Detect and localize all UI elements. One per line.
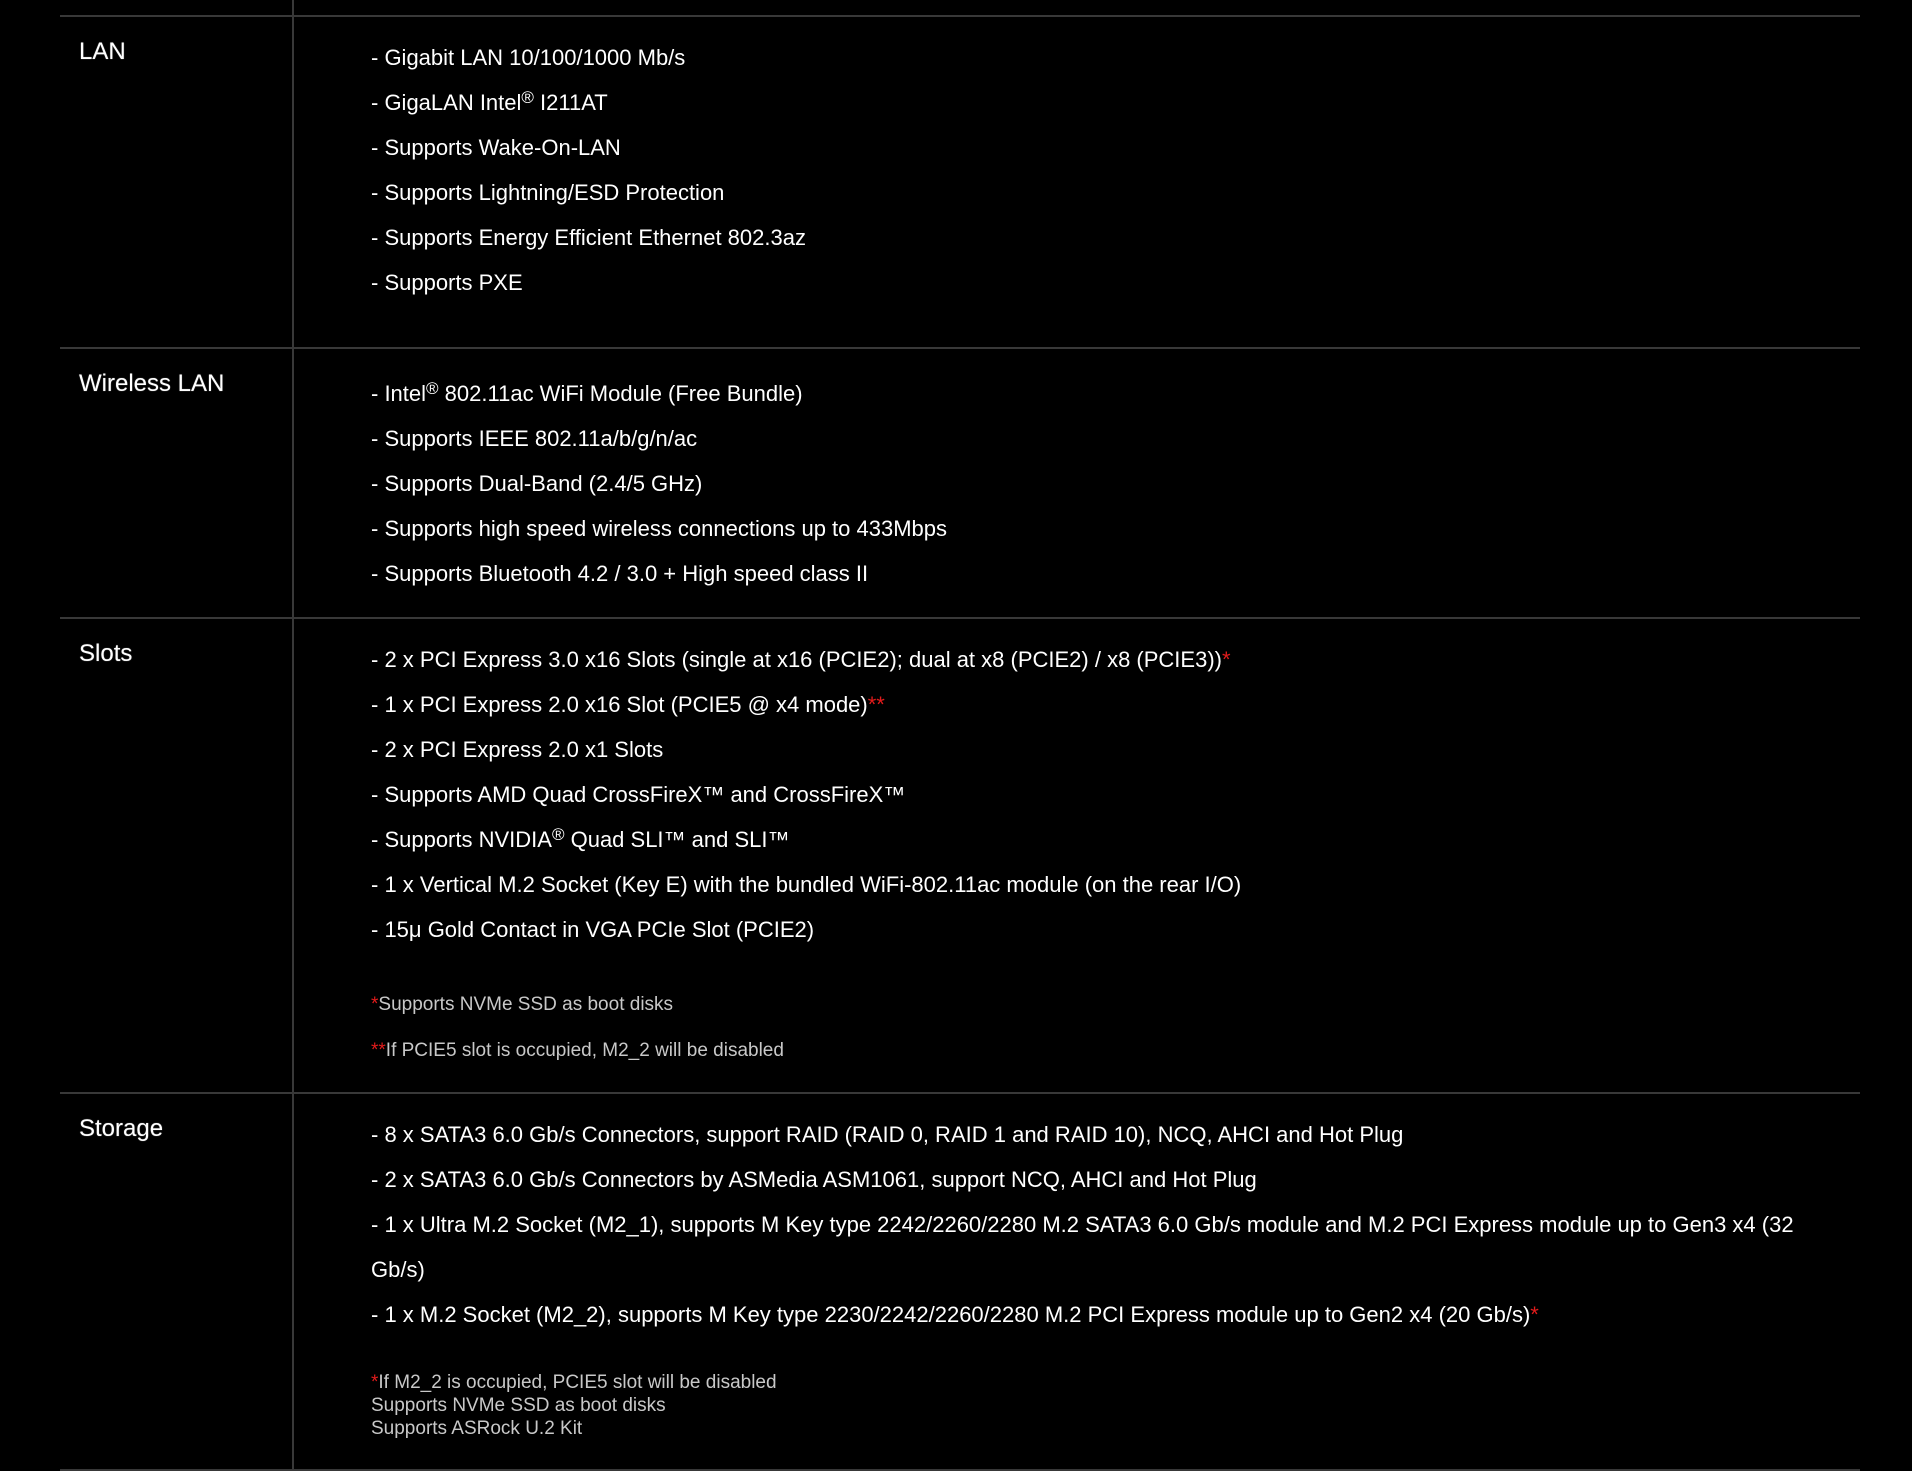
footnote: *Supports NVMe SSD as boot disks (371, 994, 674, 1015)
spec-item: - 2 x PCI Express 3.0 x16 Slots (single at x16 (PCIE2); dual at x8 (PCIE2) / x8 (PCIE3))* (371, 647, 1231, 672)
footnote: **If PCIE5 slot is occupied, M2_2 will be disabled (371, 1040, 784, 1061)
footnote: Supports NVMe SSD as boot disks (371, 1395, 666, 1416)
table-top-divider (60, 0, 1860, 17)
spec-item: - 1 x Ultra M.2 Socket (M2_1), supports M Key type 2242/2260/2280 M.2 SATA3 6.0 Gb/s module and M.2 PCI Express module up to Gen3 x4 (32 Gb/s) (371, 1212, 1794, 1282)
spec-item: - Supports IEEE 802.11a/b/g/n/ac (371, 426, 698, 451)
footnote: Supports ASRock U.2 Kit (371, 1418, 583, 1439)
spec-body-wireless-lan (352, 349, 1860, 617)
footnote-mark: * (1222, 647, 1231, 672)
registered-mark: ® (551, 825, 565, 844)
spec-item: - Supports Wake-On-LAN (371, 135, 621, 160)
footnotes (371, 1371, 1840, 1440)
spec-label-storage: Storage (79, 1115, 164, 1142)
spec-item: - Supports AMD Quad CrossFireX™ and CrossFireX™ (371, 782, 906, 807)
spec-item: - 2 x PCI Express 2.0 x1 Slots (371, 737, 664, 762)
spec-body-lan (352, 17, 1860, 347)
spec-item: - Supports NVIDIA® Quad SLI™ and SLI™ (371, 825, 790, 852)
spec-row-wireless-lan (60, 349, 1860, 619)
spec-row-lan (60, 17, 1860, 349)
spec-label-wireless-lan: Wireless LAN (79, 370, 225, 397)
spec-item: - Gigabit LAN 10/100/1000 Mb/s (371, 45, 686, 70)
spec-item: - 2 x SATA3 6.0 Gb/s Connectors by ASMedia ASM1061, support NCQ, AHCI and Hot Plug (371, 1167, 1257, 1192)
registered-mark: ® (426, 379, 439, 398)
spec-item: - Supports Energy Efficient Ethernet 802.3az (371, 225, 806, 250)
spec-item: - 1 x M.2 Socket (M2_2), supports M Key type 2230/2242/2260/2280 M.2 PCI Express module up to Gen2 x4 (20 Gb/s)* (371, 1302, 1539, 1327)
spec-label-lan: LAN (79, 38, 126, 65)
spec-item: - Supports Dual-Band (2.4/5 GHz) (371, 471, 703, 496)
footnotes (371, 982, 1840, 1074)
spec-item: - Supports high speed wireless connections up to 433Mbps (371, 516, 948, 541)
spec-item: - Supports Bluetooth 4.2 / 3.0 + High speed class II (371, 561, 869, 586)
spec-item: - 8 x SATA3 6.0 Gb/s Connectors, support RAID (RAID 0, RAID 1 and RAID 10), NCQ, AHCI and Hot Plug (371, 1122, 1404, 1147)
spec-body-slots (352, 619, 1860, 1092)
spec-body-storage (352, 1094, 1860, 1469)
footnote: *If M2_2 is occupied, PCIE5 slot will be disabled (371, 1372, 777, 1393)
spec-item: - 1 x Vertical M.2 Socket (Key E) with the bundled WiFi-802.11ac module (on the rear I/O) (371, 872, 1242, 897)
spec-table (60, 0, 1860, 1471)
spec-item: - Intel® 802.11ac WiFi Module (Free Bundle) (371, 379, 803, 406)
footnote-mark: ** (867, 692, 885, 717)
spec-item: - Supports Lightning/ESD Protection (371, 180, 725, 205)
spec-row-storage (60, 1094, 1860, 1471)
spec-row-slots (60, 619, 1860, 1094)
spec-item: - 1 x PCI Express 2.0 x16 Slot (PCIE5 @ x4 mode)** (371, 692, 885, 717)
spec-item: - Supports PXE (371, 270, 523, 295)
footnote-mark: * (1530, 1302, 1539, 1327)
spec-item: - 15μ Gold Contact in VGA PCIe Slot (PCIE2) (371, 917, 815, 942)
registered-mark: ® (521, 88, 534, 107)
spec-label-slots: Slots (79, 640, 133, 667)
spec-item: - GigaLAN Intel® I211AT (371, 88, 608, 115)
